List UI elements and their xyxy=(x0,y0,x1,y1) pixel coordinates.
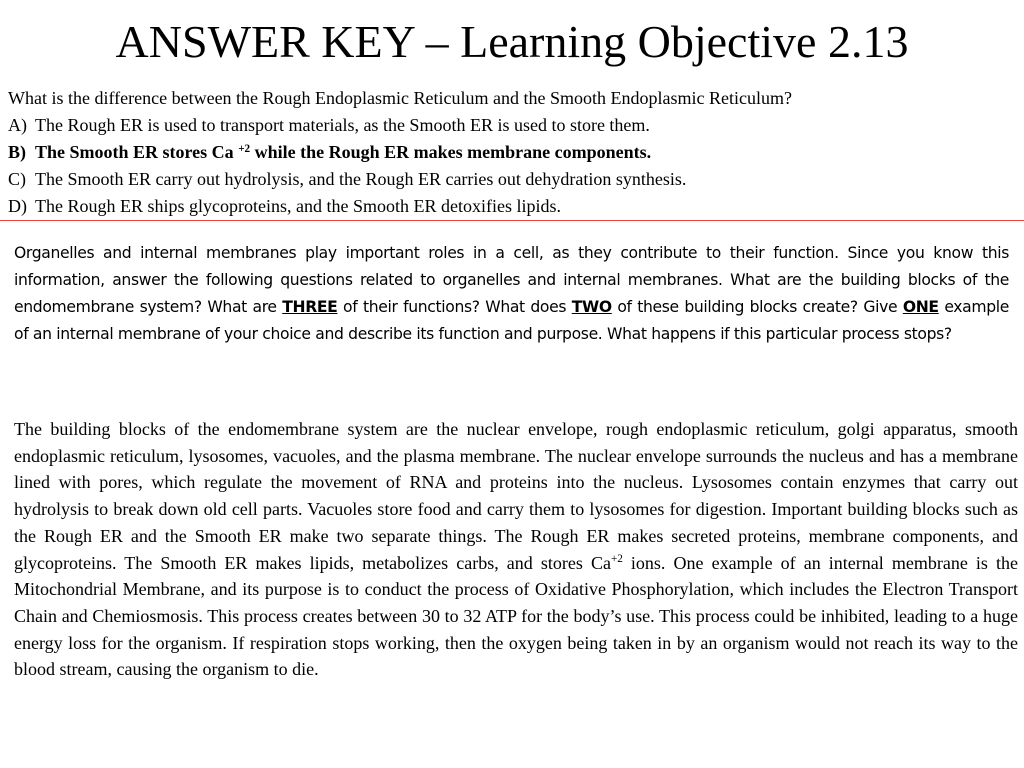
prompt-emphasis-three: THREE xyxy=(282,298,338,316)
multiple-choice-question xyxy=(8,85,1018,220)
option-text xyxy=(35,139,651,166)
question-text: What is the difference between the Rough Endoplasmic Reticulum and the Smooth Endoplasmic Reticulum? xyxy=(8,88,792,108)
essay-prompt xyxy=(14,240,1009,348)
prompt-emphasis-one: ONE xyxy=(902,298,939,316)
option-letter: C) xyxy=(8,169,26,189)
section-divider xyxy=(0,220,1024,221)
superscript: +2 xyxy=(610,553,623,566)
answer-paragraph xyxy=(14,416,1018,683)
page-title: ANSWER KEY – Learning Objective 2.13 xyxy=(115,16,909,67)
option-d xyxy=(8,193,1018,220)
option-b-correct xyxy=(8,139,1018,166)
option-c xyxy=(8,166,1018,193)
answer-text: ions. One example of an internal membrane is the Mitochondrial Membrane, and its purpose is to conduct the process of Oxidative Phosphorylation, which includes the Electron Transport Chain and Chemiosmosis. This process creates between 30 to 32 ATP for the body’s use. This process could be inhibited, leading to a huge energy loss for the organism. If respiration stops working, then the oxygen being taken in by an organism would not reach its way to the blood stream, causing the organism to die. xyxy=(14,552,1018,680)
prompt-emphasis-two: TWO xyxy=(571,298,612,316)
option-text: The Rough ER is used to transport materials, as the Smooth ER is used to store them. xyxy=(35,115,650,135)
option-letter: D) xyxy=(8,196,27,216)
option-text: The Rough ER ships glycoproteins, and the Smooth ER detoxifies lipids. xyxy=(35,196,561,216)
option-a xyxy=(8,112,1018,139)
prompt-text: of these building blocks create? Give xyxy=(611,298,903,316)
prompt-text: of their functions? What does xyxy=(337,298,572,316)
option-text-start: The Smooth ER stores Ca xyxy=(35,142,239,162)
option-text-end: while the Rough ER makes membrane components. xyxy=(250,142,652,162)
option-letter: B) xyxy=(8,142,26,162)
option-text: The Smooth ER carry out hydrolysis, and the Rough ER carries out dehydration synthesis. xyxy=(35,169,687,189)
prompt-text: Organelles and internal membranes play important roles in a cell, as they contribute to their function. Since you know this information, answer the following questions related to organelles and internal membranes. What are the building blocks of the endomembrane system? What are xyxy=(14,244,1009,316)
superscript: +2 xyxy=(238,142,251,155)
prompt-text: example of an internal membrane of your choice and describe its function and purpose. What happens if this particular process stops? xyxy=(14,298,1009,343)
option-letter: A) xyxy=(8,115,27,135)
answer-text: The building blocks of the endomembrane system are the nuclear envelope, rough endoplasmic reticulum, golgi apparatus, smooth endoplasmic reticulum, lysosomes, vacuoles, and the plasma membrane. The nuclear envelope surrounds the nucleus and has a membrane lined with pores, which regulate the movement of RNA and proteins into the nucleus. Lysosomes contain enzymes that carry out hydrolysis to break down old cell parts. Vacuoles store food and carry them to lysosomes for digestion. Important building blocks such as the Rough ER and the Smooth ER make two separate things. The Rough ER makes secreted proteins, membrane components, and glycoproteins. The Smooth ER makes lipids, metabolizes carbs, and stores Ca xyxy=(14,419,1018,573)
